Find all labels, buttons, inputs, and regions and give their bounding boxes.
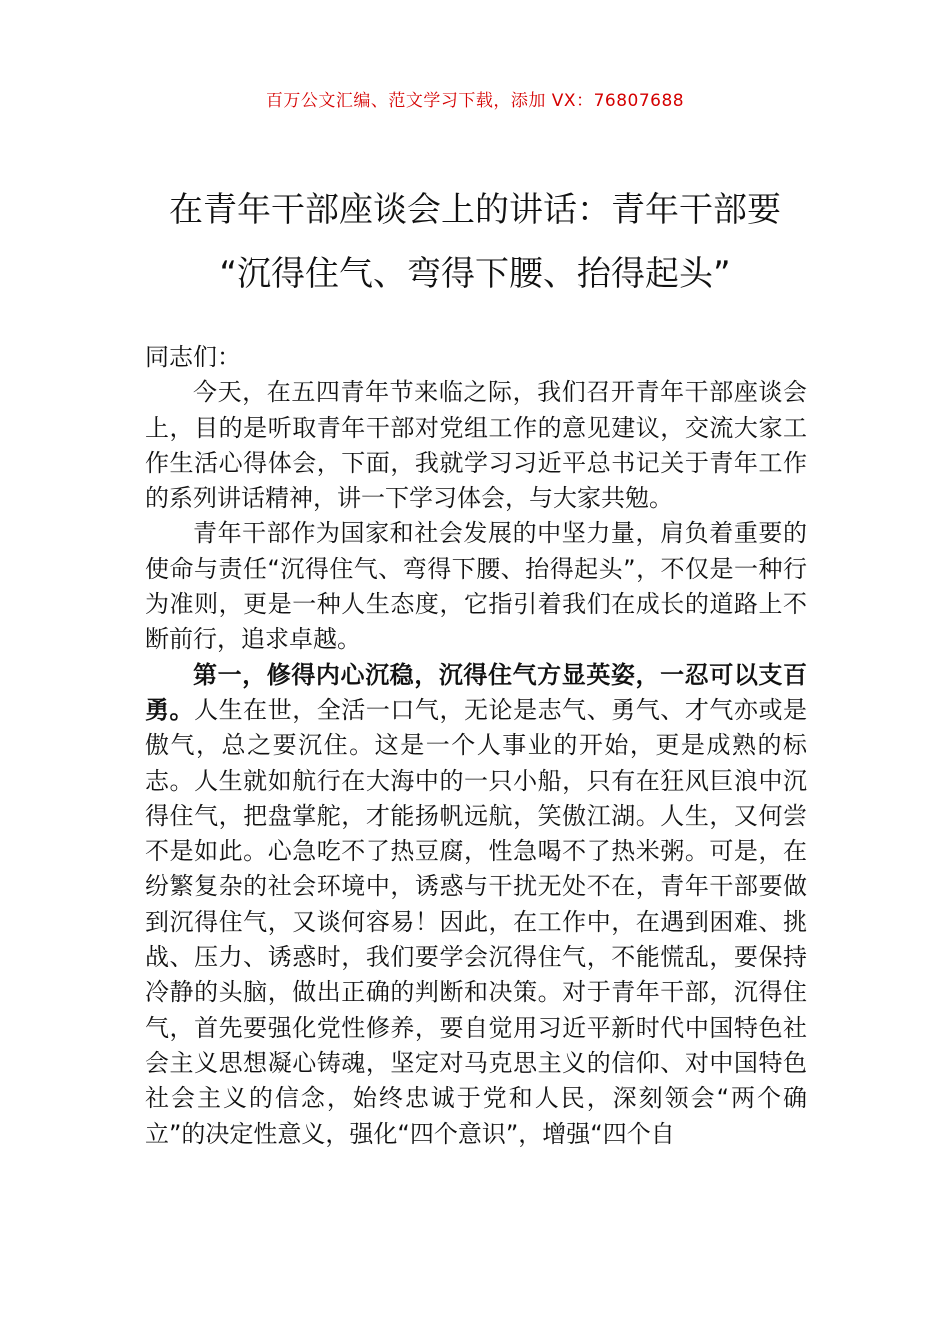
salutation: 同志们： bbox=[145, 343, 241, 371]
document-title-line-2: “沉得住气、弯得下腰、抬得起头” bbox=[219, 254, 731, 294]
paragraph-3 bbox=[145, 658, 807, 1152]
document-title bbox=[100, 178, 850, 306]
document-title-line-1: 在青年干部座谈会上的讲话：青年干部要 bbox=[169, 190, 781, 230]
paragraph-3-body: 人生在世，全活一口气，无论是志气、勇气、才气亦或是傲气，总之要沉住。这是一个人事业的开始，更是成熟的标志。人生就如航行在大海中的一只小船，只有在狂风巨浪中沉得住气，把盘掌舵，才能扬帆远航，笑傲江湖。人生，又何尝不是如此。心急吃不了热豆腐，性急喝不了热米粥。可是，在纷繁复杂的社会环境中，诱惑与干扰无处不在，青年干部要做到沉得住气，又谈何容易！因此，在工作中，在遇到困难、挑战、压力、诱惑时，我们要学会沉得住气，不能慌乱，要保持冷静的头脑，做出正确的判断和决策。对于青年干部，沉得住气，首先要强化党性修养，要自觉用习近平新时代中国特色社会主义思想凝心铸魂，坚定对马克思主义的信仰、对中国特色社会主义的信念，始终忠诚于党和人民，深刻领会“两个确立”的决定性意义，强化“四个意识”，增强“四个自 bbox=[145, 695, 807, 1148]
paragraph-2: 青年干部作为国家和社会发展的中坚力量，肩负着重要的使命与责任“沉得住气、弯得下腰、抬得起头”，不仅是一种行为准则，更是一种人生态度，它指引着我们在成长的道路上不断前行，追求卓越。 bbox=[145, 519, 807, 654]
document-body bbox=[145, 340, 807, 1152]
header-promo-note: 百万公文汇编、范文学习下载，添加 VX：76807688 bbox=[265, 91, 685, 111]
paragraph-3-heading: 第一，修得内心沉稳，沉得住气方显英姿，一忍可以支百勇。 bbox=[145, 660, 807, 724]
paragraph-1: 今天，在五四青年节来临之际，我们召开青年干部座谈会上，目的是听取青年干部对党组工作的意见建议，交流大家工作生活心得体会，下面，我就学习习近平总书记关于青年工作的系列讲话精神，讲一下学习体会，与大家共勉。 bbox=[145, 378, 807, 513]
